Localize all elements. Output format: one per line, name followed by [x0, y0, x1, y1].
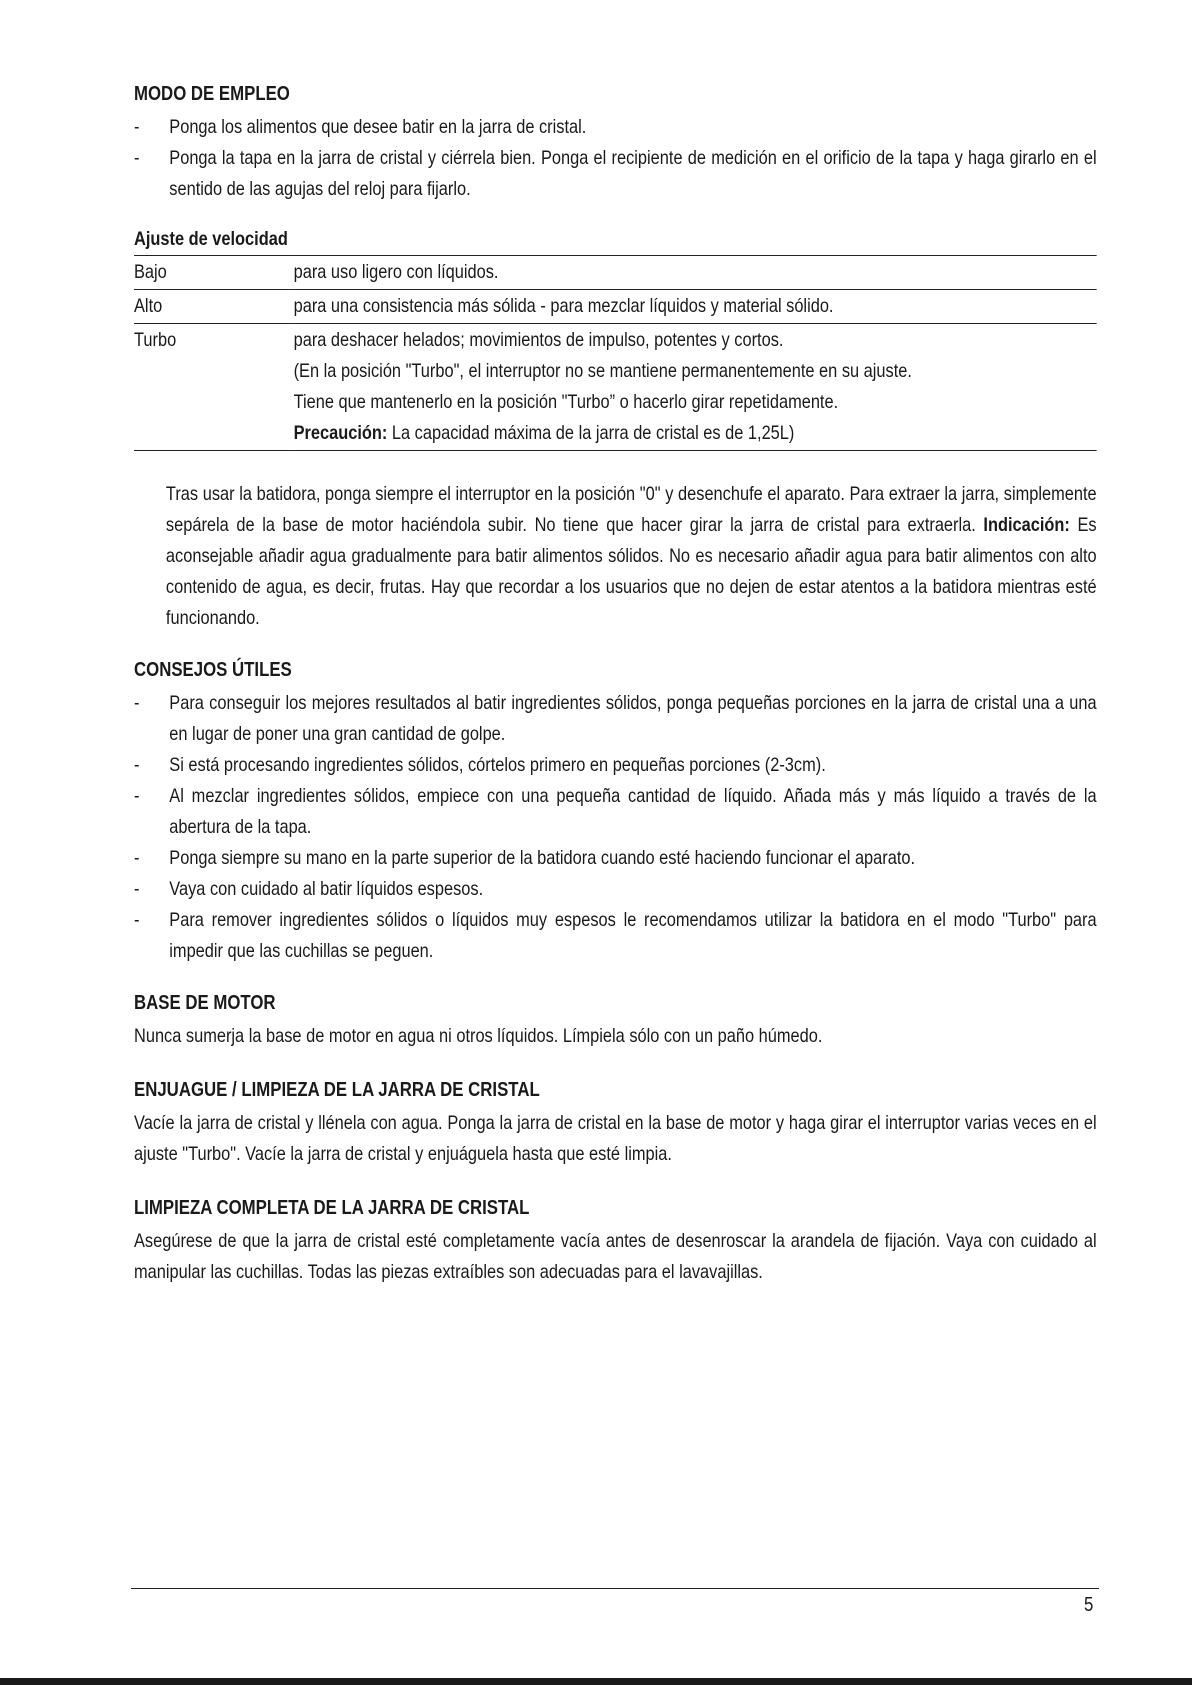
base-motor-text: Nunca sumerja la base de motor en agua ni otros líquidos. Límpiela sólo con un paño húmedo. [134, 1025, 823, 1047]
section-limpieza [134, 1196, 1097, 1288]
section-enjuague [134, 1078, 1097, 1170]
turbo-note-line: Tiene que mantenerlo en la posición "Turbo” o hacerlo girar repetidamente. [293, 391, 839, 413]
heading-ajuste-velocidad: Ajuste de velocidad [134, 228, 288, 250]
tras-usar-text-1: Tras usar la batidora, ponga siempre el interruptor en la posición "0" y desenchufe el aparato. Para extraer la jarra, simplemente sepárela de la base de motor haciéndola subir. No tiene que hacer girar la jarra de cristal para extraerla. [165, 483, 1097, 536]
heading-consejos: CONSEJOS ÚTILES [134, 659, 292, 681]
speed-desc: para deshacer helados; movimientos de impulso, potentes y cortos. [293, 329, 784, 351]
list-item: - Vaya con cuidado al batir líquidos espesos. [134, 874, 1097, 905]
table-row [134, 290, 1097, 324]
consejos-list [134, 688, 1097, 967]
list-item: - Ponga siempre su mano en la parte superior de la batidora cuando esté haciendo funcionar el aparato. [134, 843, 1097, 874]
page-content [134, 82, 1097, 1288]
tras-usar-text-2: Es aconsejable añadir agua gradualmente para batir alimentos sólidos. No es necesario añadir agua para batir alimentos con alto contenido de agua, es decir, frutas. Hay que recordar a los usuarios que no dejen de estar atentos a la batidora mientras esté funcionando. [165, 514, 1097, 629]
caution-text: La capacidad máxima de la jarra de cristal es de 1,25L) [387, 422, 795, 444]
section-modo-empleo [134, 82, 1097, 205]
footer-rule [131, 1588, 1099, 1589]
bottom-edge [0, 1678, 1192, 1685]
turbo-caution [294, 418, 1097, 449]
speed-label: Turbo [134, 329, 177, 351]
section-base-motor [134, 991, 1097, 1052]
heading-base-motor: BASE DE MOTOR [134, 992, 276, 1014]
table-row [134, 256, 1097, 290]
speed-label: Alto [134, 295, 163, 317]
list-item: - Ponga la tapa en la jarra de cristal y ciérrela bien. Ponga el recipiente de medición en el orificio de la tapa y haga girarlo en el sentido de las agujas del reloj para fijarlo. [134, 143, 1097, 205]
enjuague-text: Vacíe la jarra de cristal y llénela con agua. Ponga la jarra de cristal en la base de motor y haga girar el interruptor varias veces en el ajuste "Turbo". Vacíe la jarra de cristal y enjuáguela hasta que esté limpia. [134, 1112, 1097, 1165]
indicacion-label: Indicación: [983, 514, 1070, 536]
heading-modo-empleo: MODO DE EMPLEO [134, 83, 290, 105]
list-item: - Para conseguir los mejores resultados al batir ingredientes sólidos, ponga pequeñas porciones en la jarra de cristal una a una en lugar de poner una gran cantidad de golpe. [134, 688, 1097, 750]
speed-desc: para uso ligero con líquidos. [293, 261, 499, 283]
section-consejos [134, 658, 1097, 967]
heading-limpieza: LIMPIEZA COMPLETA DE LA JARRA DE CRISTAL [134, 1197, 530, 1219]
heading-enjuague: ENJUAGUE / LIMPIEZA DE LA JARRA DE CRISTAL [134, 1079, 540, 1101]
table-row [134, 324, 1097, 451]
list-item: - Ponga los alimentos que desee batir en la jarra de cristal. [134, 112, 1097, 143]
speed-label: Bajo [134, 261, 167, 283]
caution-label: Precaución: [293, 422, 388, 444]
page-number: 5 [1084, 1594, 1094, 1616]
document-page [134, 82, 1097, 1310]
modo-empleo-list [134, 112, 1097, 205]
list-item: - Al mezclar ingredientes sólidos, empiece con una pequeña cantidad de líquido. Añada más y más líquido a través de la abertura de la tapa. [134, 781, 1097, 843]
limpieza-text: Asegúrese de que la jarra de cristal esté completamente vacía antes de desenroscar la arandela de fijación. Vaya con cuidado al manipular las cuchillas. Todas las piezas extraíbles son adecuadas para el lavavajillas. [134, 1230, 1097, 1283]
tras-usar-paragraph [134, 479, 1097, 634]
list-item: - Para remover ingredientes sólidos o líquidos muy espesos le recomendamos utilizar la batidora en el modo "Turbo" para impedir que las cuchillas se peguen. [134, 905, 1097, 967]
speed-desc: para una consistencia más sólida - para mezclar líquidos y material sólido. [293, 295, 834, 317]
speed-desc-turbo [294, 324, 1097, 451]
turbo-note-line: (En la posición "Turbo", el interruptor no se mantiene permanentemente en su ajuste. [293, 360, 912, 382]
speed-table [134, 255, 1097, 451]
list-item: - Si está procesando ingredientes sólidos, córtelos primero en pequeñas porciones (2-3cm). [134, 750, 1097, 781]
section-ajuste-velocidad [134, 227, 1097, 451]
